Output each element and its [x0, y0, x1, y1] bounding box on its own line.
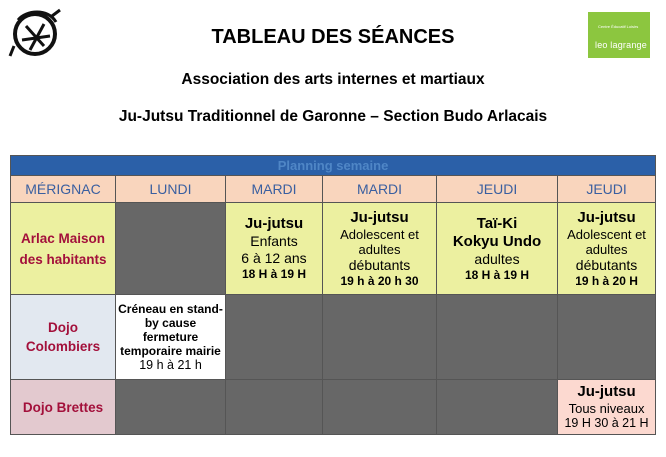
session-time: 19 h à 21 h	[139, 357, 202, 372]
session-time: 18 H à 19 H	[241, 267, 307, 281]
header-day: MARDI	[323, 176, 437, 203]
session-detail: adultes	[585, 241, 628, 257]
schedule-table	[10, 155, 656, 435]
session-detail: Enfants	[250, 233, 298, 249]
header-day: JEUDI	[437, 176, 558, 203]
session-note: Créneau en stand-	[118, 301, 223, 316]
session-name: Taï-Ki	[476, 214, 518, 232]
session-cell	[323, 203, 437, 295]
session-name: Ju-jutsu	[350, 208, 409, 226]
header-day: JEUDI	[558, 176, 656, 203]
header-day: MARDI	[226, 176, 323, 203]
table-row	[11, 380, 656, 435]
session-detail: 6 à 12 ans	[241, 250, 307, 266]
location-name: Dojo	[48, 320, 78, 335]
session-detail: adultes	[358, 241, 401, 257]
session-detail: adultes	[474, 250, 520, 267]
location-cell	[11, 295, 116, 380]
session-note: temporaire mairie	[120, 343, 221, 358]
table-row	[11, 203, 656, 295]
empty-slot	[558, 295, 656, 380]
page-subtitle: Association des arts internes et martiaux	[181, 71, 485, 88]
empty-slot	[116, 380, 226, 435]
location-cell	[11, 203, 116, 295]
session-time: 18 H à 19 H	[464, 267, 530, 282]
session-note: fermeture	[142, 329, 199, 344]
session-detail: débutants	[575, 256, 638, 273]
header-day: LUNDI	[116, 176, 226, 203]
empty-slot	[437, 295, 558, 380]
session-time: 19 h à 20 H	[575, 273, 638, 288]
empty-slot	[226, 380, 323, 435]
empty-slot	[226, 295, 323, 380]
session-detail: Adolescent et	[340, 226, 419, 242]
page-title: TABLEAU DES SÉANCES	[211, 26, 455, 48]
session-name: Kokyu Undo	[452, 232, 542, 250]
session-detail: Tous niveaux	[568, 401, 645, 416]
table-row	[11, 295, 656, 380]
location-name: des habitants	[19, 251, 107, 267]
location-name: Dojo Brettes	[22, 399, 104, 415]
location-name: Arlac Maison	[20, 230, 106, 246]
empty-slot	[116, 203, 226, 295]
session-time: 19 H 30 à 21 H	[564, 416, 649, 430]
page-subtitle-section: Ju-Jutsu Traditionnel de Garonne – Section Budo Arlacais	[118, 108, 548, 125]
empty-slot	[437, 380, 558, 435]
session-name: Ju-jutsu	[244, 215, 304, 232]
session-detail: Adolescent et	[567, 226, 646, 242]
location-name: Colombiers	[25, 339, 101, 354]
planning-banner: Planning semaine	[11, 156, 656, 176]
empty-slot	[323, 380, 437, 435]
session-cell	[558, 380, 656, 435]
session-note: by cause	[144, 315, 197, 330]
session-name: Ju-jutsu	[577, 208, 636, 226]
session-detail: débutants	[348, 256, 411, 273]
session-name: Ju-jutsu	[577, 383, 636, 400]
location-cell	[11, 380, 116, 435]
session-cell	[558, 203, 656, 295]
session-time: 19 h à 20 h 30	[340, 273, 419, 288]
empty-slot	[323, 295, 437, 380]
header-location: MÉRIGNAC	[11, 176, 116, 203]
session-cell	[226, 203, 323, 295]
logo-small-text: Centre Éducatif Loisirs	[598, 24, 639, 29]
session-cell	[116, 295, 226, 380]
logo-brand-text: leo lagrange	[595, 40, 647, 50]
session-cell	[437, 203, 558, 295]
